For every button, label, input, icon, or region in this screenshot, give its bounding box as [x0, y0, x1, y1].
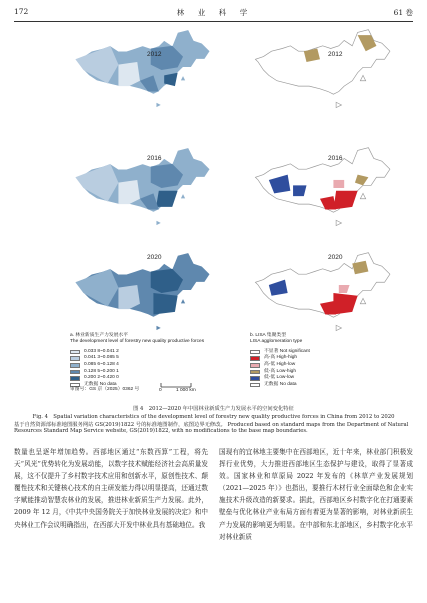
map-year-label: 2016: [147, 155, 162, 162]
legend-swatch: [70, 363, 80, 368]
legend-swatch: [70, 370, 80, 375]
map-year-label: 2012: [147, 51, 162, 58]
legend-swatch: [250, 350, 260, 355]
legend-swatch: [250, 356, 260, 361]
map-number: 审图号：GS 京（2025）0362 号: [70, 387, 140, 392]
legend-label: 低-低 Low-low: [264, 375, 295, 381]
legend-a: [70, 333, 204, 388]
legend-item: [70, 355, 204, 362]
map-a-2020: [70, 250, 218, 336]
figure-caption-en: Fig. 4 Spatial variation characteristics of the development level of forestry new quality productive forces in China from 2012 to 2020: [32, 414, 395, 420]
body-text-left: [14, 446, 208, 531]
legend-title-en: LISA agglomeration type: [250, 339, 303, 345]
figure-note-cn: 基于自然资源部标准地图服务网站 GS(2019)1822 号的标准地图制作，底图边界无修改。: [14, 422, 226, 428]
legend-label: 0.200 2~0.420 0: [84, 375, 119, 381]
legend-label: 高-低 High-low: [264, 362, 296, 367]
legend-label: 高-高 High-high: [264, 355, 298, 361]
legend-title-cn: b. LISA 集聚类型: [250, 333, 286, 338]
legend-swatch: [250, 370, 260, 375]
figure-note: [14, 422, 413, 435]
page-number: 172: [14, 7, 29, 16]
scale-zero: 0: [159, 388, 162, 393]
map-year-label: 2012: [328, 51, 343, 58]
legend-title-cn: a. 林业新质生产力发展水平: [70, 333, 129, 338]
legend-label: 0.033 8~0.041 2: [84, 348, 119, 354]
map-b-2016: [250, 145, 398, 231]
legend-label: 0.128 5~0.200 1: [84, 368, 119, 374]
map-year-label: 2016: [328, 155, 343, 162]
legend-item: [70, 362, 204, 369]
legend-label: 不显著 Not significant: [264, 348, 310, 354]
paragraph: 数量也呈逐年增加趋势。西部地区通过“东数西算”工程，将先天“风光”优势转化为发展动能，以数字技术赋能经济社会高质量发展，这不仅提升了乡村数字技术应用和创新水平，原创性技术、颠覆性技术和关键核心技术的自主研发能力得以明显提高，还通过数字赋能推动智慧农林业的发展，推进林业新质生产力发展。此外，2009 年 12 月，《中共中央国务院关于加快林业发展的决定》和中央林业工作会议明确指出，在西部大开发中林业具有基础地位。我: [14, 448, 208, 529]
map-b-2012: [250, 27, 398, 113]
header-rule: [14, 21, 413, 22]
body-text-right: [219, 446, 413, 543]
legend-swatch: [250, 363, 260, 368]
legend-item: [250, 382, 310, 389]
legend-label: 低-高 Low-high: [264, 368, 296, 374]
map-b-2020: [250, 250, 398, 336]
legend-swatch: [250, 383, 260, 388]
scale-label: 1 000 km: [176, 388, 196, 393]
journal-title: 林 业 科 学: [176, 8, 251, 17]
running-header: [14, 7, 413, 19]
map-a-2016: [70, 145, 218, 231]
map-a-2012: [70, 27, 218, 113]
figure-note-en: Produced based on standard maps from the Department of Natural Resources Standard Map Service website, GS(2019)1822, with no modifications to the base map boundaries.: [14, 422, 409, 435]
legend-title-en: The development level of forestry new quality productive forces: [70, 339, 205, 345]
map-year-label: 2020: [147, 254, 162, 261]
legend-label: 0.085 6~0.128 4: [84, 362, 119, 367]
volume-label: 61 卷: [393, 8, 413, 17]
legend-swatch: [70, 376, 80, 381]
legend-label: 无数据 No data: [264, 381, 297, 387]
legend-b: [250, 333, 310, 388]
map-year-label: 2020: [328, 254, 343, 261]
scale-bar: [158, 382, 218, 396]
legend-swatch: [70, 356, 80, 361]
legend-item: [250, 362, 310, 369]
legend-item: [250, 375, 310, 382]
legend-swatch: [70, 350, 80, 355]
figure-caption-cn: 图 4 2012—2020 年中国林业新质生产力发展水平的空间变化特征: [133, 406, 294, 412]
paragraph: 国现有的宜林地主要集中在西部地区，近十年来，林业部门积极发挥行业优势，大力推进西部地区生态保护与建设，取得了显著成效。国家林业和草原局 2022 年发布的《林草产业发展规划（2021—2025 年）》也指出，要推行木材行业全面绿色和企业实施技术升级改造的新要求。据此，西部地区乡村数字化在打通要素壁垒与优化林业产业布局方面有着更为显著的影响，对林业新质生产力发展的影响更为明显。在中部和东北部地区，乡村数字化水平对林业新质: [219, 448, 413, 541]
legend-swatch: [250, 376, 260, 381]
legend-label: 无数据 No data: [84, 381, 117, 387]
legend-item: [70, 375, 204, 382]
legend-item: [250, 355, 310, 362]
legend-label: 0.041 3~0.085 5: [84, 355, 119, 361]
